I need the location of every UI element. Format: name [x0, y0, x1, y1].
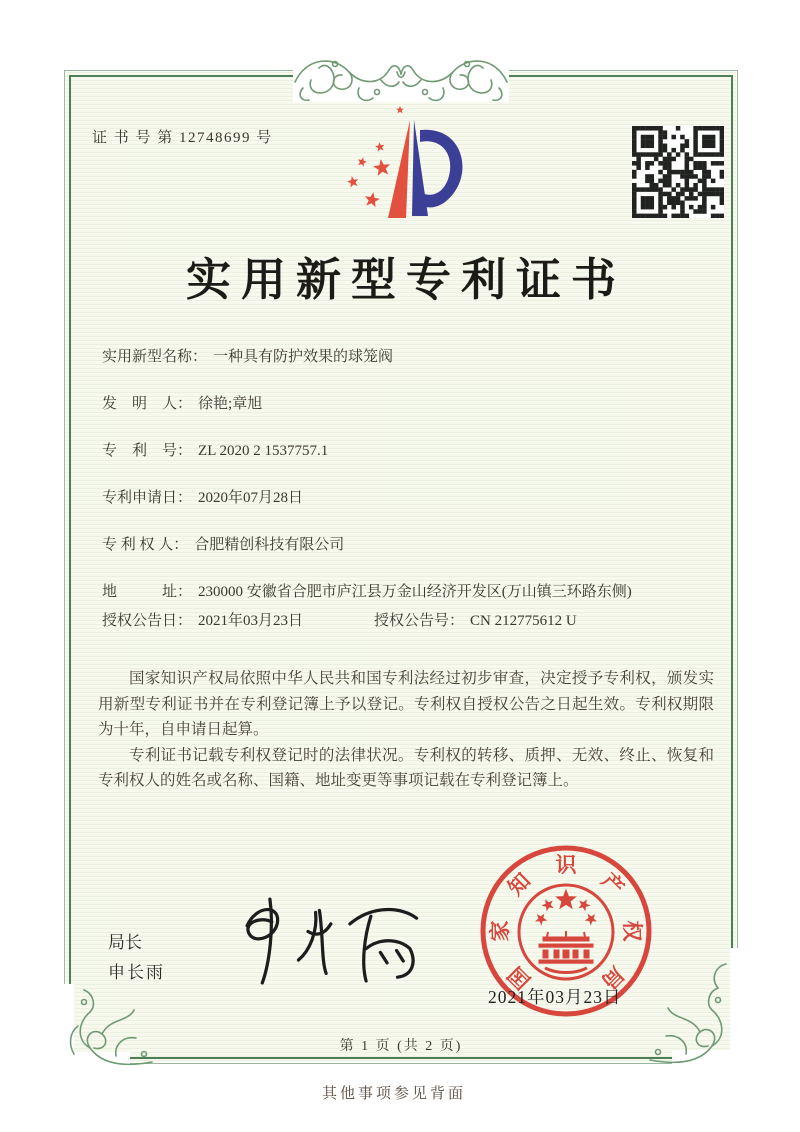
field-row-grant	[102, 608, 687, 634]
field-colon: ：	[177, 490, 193, 506]
field-value: 230000 安徽省合肥市庐江县万金山经济开发区(万山镇三环路东侧)	[198, 584, 632, 600]
field-label: 专 利 号	[102, 443, 178, 459]
grant-date-pair	[102, 613, 303, 629]
grant-number-pair	[374, 608, 577, 634]
certificate-fields	[102, 344, 687, 655]
field-row-address	[102, 579, 687, 605]
field-label: 授权公告日	[102, 613, 178, 629]
svg-text:产: 产	[596, 868, 629, 901]
field-value: 徐艳;章旭	[198, 396, 263, 412]
director-title: 局长	[108, 933, 142, 952]
field-row-patentee	[102, 532, 687, 558]
field-colon: ：	[177, 584, 193, 600]
field-label: 发 明 人	[102, 396, 178, 412]
field-colon: ：	[449, 613, 465, 629]
field-value: 2020年07月28日	[198, 490, 304, 506]
cnipa-logo-icon	[340, 100, 470, 235]
field-colon: ：	[192, 349, 208, 365]
field-row-name	[102, 344, 687, 370]
field-label: 专利申请日	[102, 490, 178, 506]
field-row-patent-number	[102, 438, 687, 464]
handwritten-signature-icon	[228, 892, 428, 990]
svg-text:知: 知	[503, 868, 536, 901]
field-value: 一种具有防护效果的球笼阀	[213, 349, 394, 365]
legal-paragraph-1: 国家知识产权局依照中华人民共和国专利法经过初步审查，决定授予专利权，颁发实用新型专利证书并在专利登记簿上予以登记。专利权自授权公告之日起生效。专利权期限为十年，自申请日起算。	[98, 670, 714, 738]
field-colon: ：	[173, 537, 189, 553]
svg-text:局: 局	[596, 961, 629, 994]
field-label: 授权公告号	[374, 613, 450, 629]
field-label: 地 址	[102, 584, 178, 600]
field-row-inventor	[102, 391, 687, 417]
director-name: 申长雨	[108, 963, 165, 982]
field-value: 2021年03月23日	[198, 613, 304, 629]
field-label: 专 利 权 人	[102, 537, 174, 553]
field-colon: ：	[177, 396, 193, 412]
corner-flourish-icon	[60, 984, 160, 1072]
field-value: CN 212775612 U	[470, 613, 577, 629]
certificate-title: 实用新型专利证书	[185, 255, 626, 305]
national-emblem	[519, 885, 613, 979]
back-side-note: 其他事项参见背面	[321, 1086, 466, 1102]
qr-code	[632, 126, 724, 218]
svg-text:国: 国	[503, 961, 536, 994]
legal-paragraph-2: 专利证书记载专利权登记时的法律状况。专利权的转移、质押、无效、终止、恢复和专利权人的姓名或名称、国籍、地址变更等事项记载在专利登记簿上。	[98, 746, 714, 789]
svg-text:家: 家	[487, 920, 512, 942]
field-colon: ：	[177, 613, 193, 629]
field-colon: ：	[177, 443, 193, 459]
certificate-number: 证 书 号 第 12748699 号	[92, 130, 273, 146]
page-number: 第 1 页 (共 2 页)	[339, 1039, 463, 1054]
field-value: ZL 2020 2 1537757.1	[198, 443, 329, 459]
field-label: 实用新型名称	[102, 349, 193, 365]
field-value: 合肥精创科技有限公司	[194, 537, 345, 553]
svg-text:识: 识	[555, 852, 577, 877]
seal-date: 2021年03月23日	[488, 987, 622, 1007]
svg-text:权: 权	[620, 920, 645, 942]
field-row-filing-date	[102, 485, 687, 511]
legal-text	[98, 666, 714, 794]
